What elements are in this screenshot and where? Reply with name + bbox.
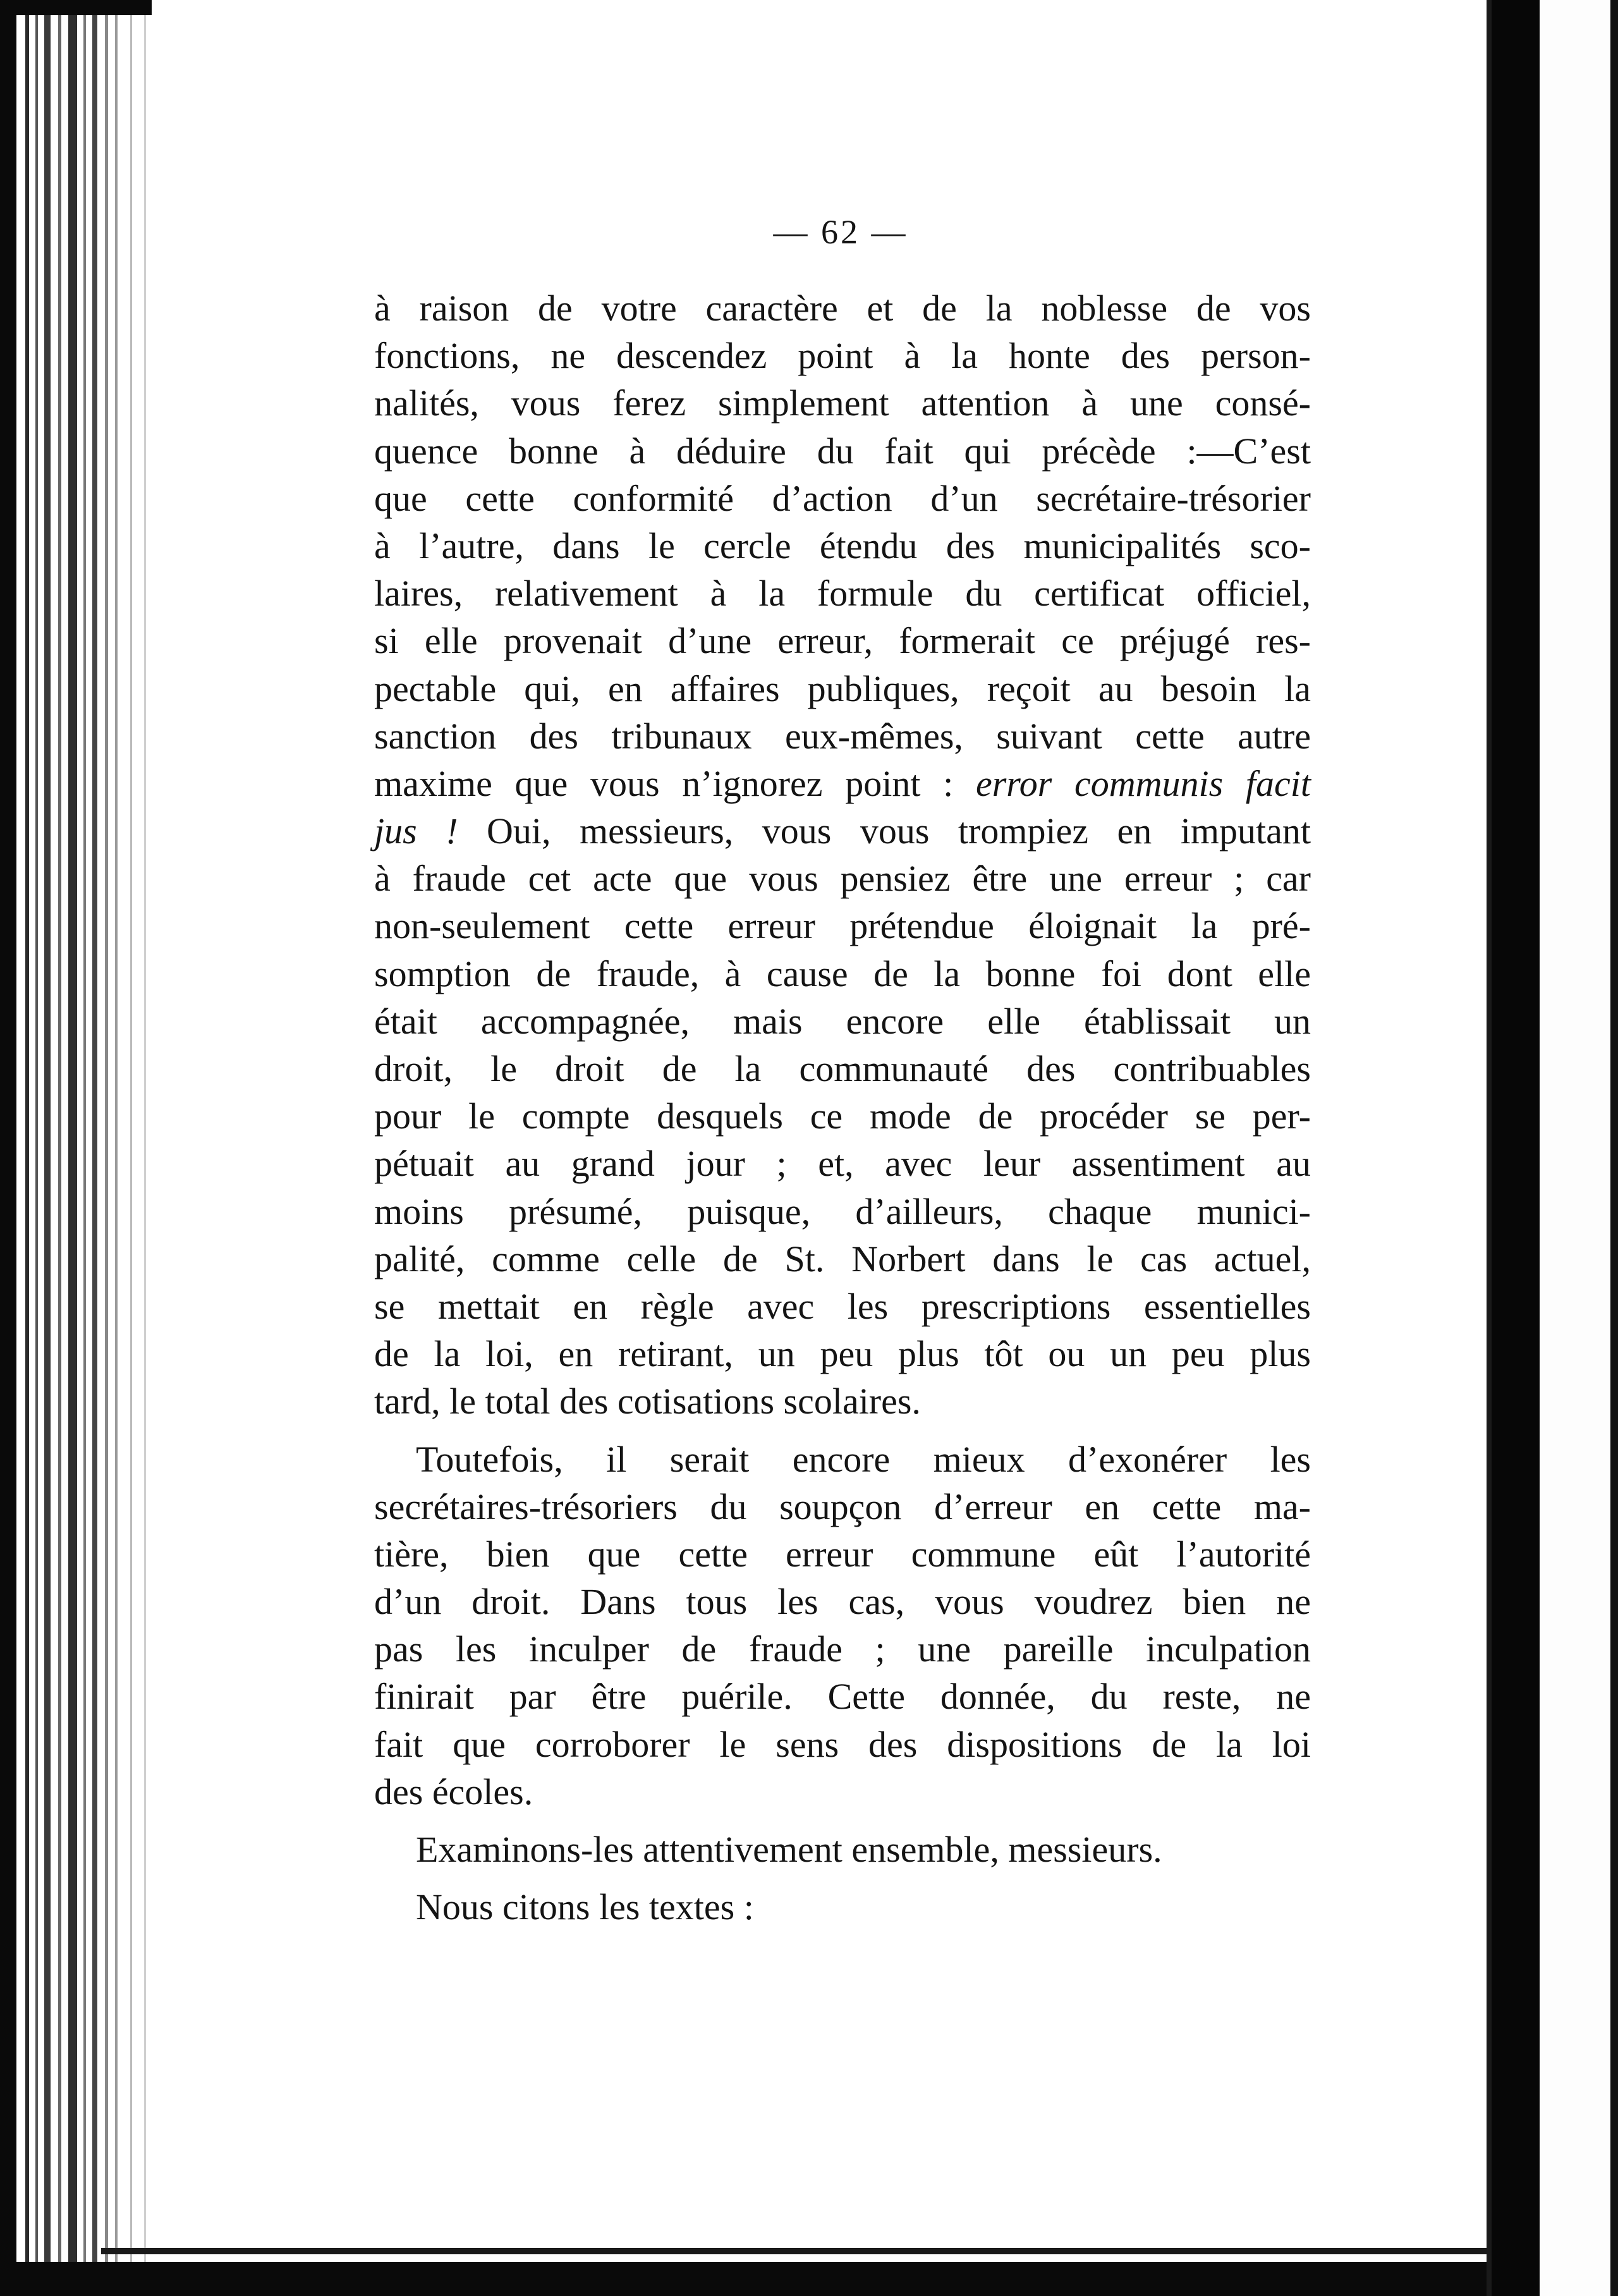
text-line: pétuait au grand jour ; et, avec leur assentiment au [374,1143,1311,1185]
text-segment: maxime que vous n’ignorez point : [374,762,976,804]
text-line: à fraude cet acte que vous pensiez être une erreur ; car [374,858,1311,900]
text-line: tière, bien que cette erreur commune eût l’autorité [374,1533,1311,1575]
page-stack-line [130,0,132,2296]
text-line: laires, relativement à la formule du certificat officiel, [374,573,1311,614]
page-body-text [374,284,1311,1931]
left-scan-border [0,0,16,2296]
latin-maxim-italic: error communis facit [975,762,1311,804]
page-right-edge [1487,0,1492,2296]
text-line: moins présumé, puisque, d’ailleurs, chaque munici- [374,1190,1311,1232]
text-line: Nous citons les textes : [416,1886,754,1928]
text-line: à l’autre, dans le cercle étendu des municipalités sco- [374,525,1311,566]
text-line: finirait par être puérile. Cette donnée, du reste, ne [374,1676,1311,1718]
text-line: Toutefois, il serait encore mieux d’exonérer les [416,1438,1311,1480]
text-line: que cette conformité d’action d’un secrétaire-trésorier [374,477,1311,519]
text-line: se mettait en règle avec les prescriptions essentielles [374,1285,1311,1327]
text-line: si elle provenait d’une erreur, formerait ce préjugé res- [374,620,1311,662]
page-bottom-edge [101,2248,1517,2254]
page-stack-line [68,0,77,2296]
text-line: somption de fraude, à cause de la bonne foi dont elle [374,953,1311,994]
text-line: non-seulement cette erreur prétendue éloignait la pré- [374,905,1311,947]
text-line: pas les inculper de fraude ; une pareille inculpation [374,1628,1311,1670]
text-line: pour le compte desquels ce mode de procéder se per- [374,1096,1311,1137]
page-stack-line [92,0,97,2296]
page-stack-line [115,0,118,2296]
top-scan-border [0,0,152,15]
text-line: quence bonne à déduire du fait qui précède :—C’est [374,430,1311,472]
text-line: fonctions, ne descendez point à la honte des person- [374,335,1311,377]
text-line: palité, comme celle de St. Norbert dans le cas actuel, [374,1238,1311,1279]
page-stack-line [58,0,61,2296]
text-line: d’un droit. Dans tous les cas, vous voudrez bien ne [374,1581,1311,1623]
page-number: — 62 — [773,213,908,251]
next-page-edge [1610,0,1618,2296]
text-line: secrétaires-trésoriers du soupçon d’erreur en cette ma- [374,1486,1311,1527]
left-page-stack [0,0,152,2296]
text-line: de la loi, en retirant, un peu plus tôt ou un peu plus [374,1333,1311,1375]
text-line: droit, le droit de la communauté des contribuables [374,1048,1311,1089]
text-line [374,760,1311,807]
text-line: tard, le total des cotisations scolaires. [374,1381,921,1422]
page-stack-line [35,0,38,2296]
next-page-sliver [1540,0,1618,2296]
text-line: Examinons-les attentivement ensemble, messieurs. [416,1829,1162,1870]
text-segment: Oui, messieurs, vous vous trompiez en imputant [458,810,1311,852]
latin-maxim-italic: jus ! [374,810,458,852]
page-stack-line [105,0,108,2296]
text-line: nalités, vous ferez simplement attention à une consé- [374,382,1311,424]
text-line [374,807,1311,855]
text-line: des écoles. [374,1771,533,1812]
page-stack-line [44,0,51,2296]
text-line: fait que corroborer le sens des dispositions de la loi [374,1723,1311,1765]
right-scan-border [1492,0,1540,2296]
text-line: pectable qui, en affaires publiques, reçoit au besoin la [374,668,1311,709]
page-stack-line [25,0,29,2296]
text-line: à raison de votre caractère et de la noblesse de vos [374,288,1311,329]
text-line: était accompagnée, mais encore elle établissait un [374,1000,1311,1042]
bottom-scan-border [0,2262,1530,2296]
page-stack-line [83,0,86,2296]
text-line: sanction des tribunaux eux-mêmes, suivant cette autre [374,715,1311,757]
page-stack-line [144,0,146,2296]
